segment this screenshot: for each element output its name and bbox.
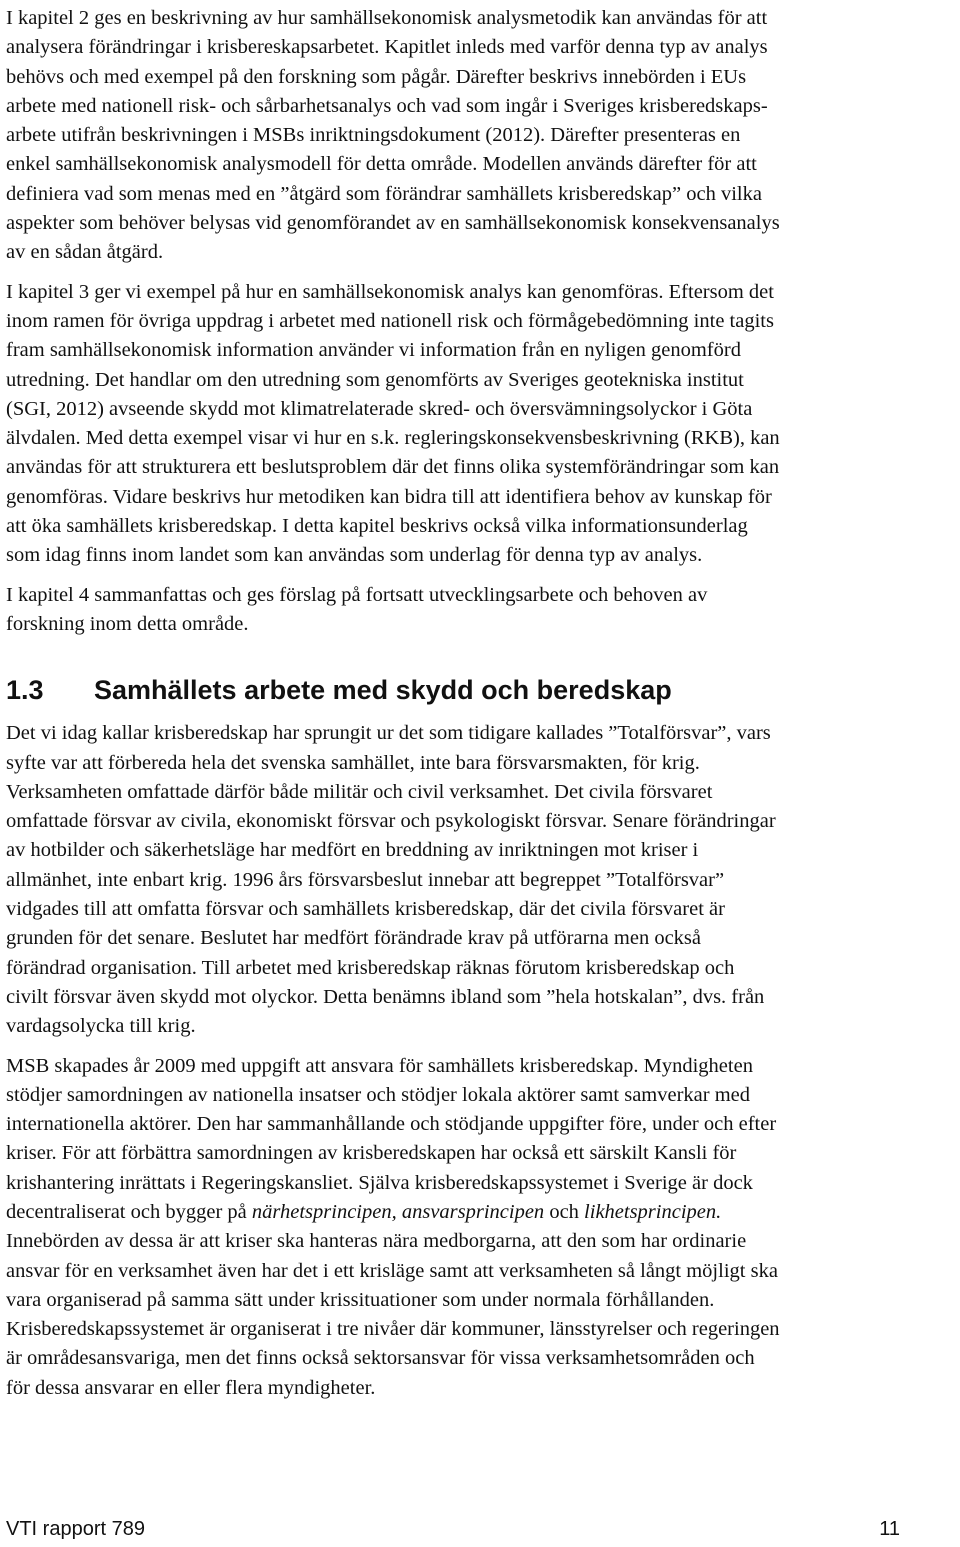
text-line: fram samhällsekonomisk information använder vi information från en nyligen genomförd	[6, 339, 741, 362]
text-line: (SGI, 2012) avseende skydd mot klimatrelaterade skred- och översvämningsolyckor i Göta	[6, 397, 753, 420]
text-line: som idag finns inom landet som kan användas som underlag för denna typ av analys.	[6, 544, 703, 567]
section-heading	[6, 673, 954, 707]
text-line: arbete med nationell risk- och sårbarhetsanalys och vad som ingår i Sveriges krisberedskaps-	[6, 94, 768, 117]
text-line: omfattade försvar av civila, ekonomiskt försvar och psykologiskt försvar. Senare förändringar	[6, 810, 776, 833]
paragraph-chapter-2	[6, 4, 954, 268]
text-line: I kapitel 2 ges en beskrivning av hur samhällsekonomisk analysmetodik kan användas för att	[6, 7, 768, 29]
text-line: Innebörden av dessa är att kriser ska hanteras nära medborgarna, att den som har ordinarie	[6, 1230, 747, 1253]
text-line: av en sådan åtgärd.	[6, 241, 164, 264]
text-line: I kapitel 4 sammanfattas och ges förslag på fortsatt utvecklingsarbete och behoven av	[6, 583, 708, 606]
text-line: arbete utifrån beskrivningen i MSBs inriktningsdokument (2012). Därefter presenteras en	[6, 124, 741, 147]
text-line: ansvar för en verksamhet även har det i ett krisläge samt att verksamheten så långt möjligt ska	[6, 1259, 778, 1282]
italic-principles: närhetsprincipen, ansvarsprincipen	[251, 1200, 545, 1223]
text-line: att öka samhällets krisberedskap. I detta kapitel beskrivs också vilka informationsunderlag	[6, 515, 748, 538]
text-line: genomföras. Vidare beskrivs hur metodiken kan bidra till att identifiera behov av kunskap för	[6, 485, 772, 508]
text-line: I kapitel 3 ger vi exempel på hur en samhällsekonomisk analys kan genomföras. Eftersom det	[6, 280, 774, 303]
text-line: enkel samhällsekonomisk analysmodell för detta område. Modellen används därefter för att	[6, 153, 757, 176]
text-line: för dessa ansvarar en eller flera myndigheter.	[6, 1376, 376, 1399]
paragraph-msb	[6, 1052, 954, 1404]
text-line: Det vi idag kallar krisberedskap har sprungit ur det som tidigare kallades ”Totalförsvar”, vars	[6, 722, 771, 745]
text-line: civilt försvar även skydd mot olyckor. Detta benämns ibland som ”hela hotskalan”, dvs. från	[6, 985, 765, 1008]
section-title: Samhällets arbete med skydd och beredskap	[94, 675, 672, 706]
text-line: allmänhet, inte enbart krig. 1996 års försvarsbeslut innebar att begreppet ”Totalförsvar”	[6, 868, 725, 891]
text-line: Krisberedskapssystemet är organiserat i tre nivåer där kommuner, länsstyrelser och regeringen	[6, 1318, 780, 1341]
text-line: inom ramen för övriga uppdrag i arbetet med nationell risk och förmågebedömning inte tagits	[6, 309, 774, 332]
section-number: 1.3	[6, 675, 44, 706]
text-line: definiera vad som menas med en ”åtgärd som förändrar samhällets krisberedskap” och vilka	[6, 182, 762, 205]
report-name: VTI rapport 789	[6, 1518, 145, 1540]
text-line: kriser. För att förbättra samordningen av krisberedskapen har också ett särskilt Kansli för	[6, 1142, 737, 1165]
text-run: och	[544, 1200, 585, 1223]
text-line: stödjer samordningen av nationella insatser och stödjer lokala aktörer samt samverkar med	[6, 1083, 751, 1106]
text-line: grunden för det senare. Beslutet har medfört förändrade krav på utförarna men också	[6, 927, 701, 950]
text-line: forskning inom detta område.	[6, 612, 249, 635]
page-number: 11	[879, 1518, 900, 1540]
text-line: internationella aktörer. Den har sammanhållande och stödjande uppgifter före, under och efter	[6, 1113, 777, 1136]
text-line: behövs och med exempel på den forskning som pågår. Därefter beskrivs innebörden i EUs	[6, 65, 747, 88]
paragraph-krisberedskap	[6, 719, 954, 1041]
paragraph-chapter-3	[6, 278, 954, 571]
document-page	[6, 0, 954, 1403]
text-line: MSB skapades år 2009 med uppgift att ansvara för samhällets krisberedskap. Myndigheten	[6, 1054, 753, 1077]
text-line: Verksamheten omfattade därför både militär och civil verksamhet. Det civila försvaret	[6, 780, 713, 803]
text-line: vardagsolycka till krig.	[6, 1015, 196, 1038]
paragraph-chapter-4	[6, 581, 954, 640]
text-line: utredning. Det handlar om den utredning som genomförts av Sveriges geotekniska institut	[6, 368, 744, 391]
text-line: aspekter som behöver belysas vid genomförandet av en samhällsekonomisk konsekvensanalys	[6, 212, 780, 235]
text-line: krishantering inrättats i Regeringskansliet. Själva krisberedskapssystemet i Sverige är dock	[6, 1171, 753, 1194]
text-line: är områdesansvariga, men det finns också sektorsansvar för vissa verksamhetsområden och	[6, 1347, 755, 1370]
text-run: decentraliserat och bygger på	[6, 1200, 252, 1223]
text-line: av hotbilder och säkerhetsläge har medfört en breddning av inriktningen mot kriser i	[6, 839, 699, 862]
italic-likhetsprincipen: likhetsprincipen.	[584, 1200, 722, 1223]
text-line-mixed	[6, 1198, 954, 1227]
text-line: vara organiserad på samma sätt under krissituationer som under normala förhållanden.	[6, 1288, 715, 1311]
text-line: syfte var att förbereda hela det svenska samhället, inte bara försvarsmakten, för krig.	[6, 751, 700, 774]
text-line: förändrad organisation. Till arbetet med krisberedskap räknas förutom krisberedskap och	[6, 956, 735, 979]
text-line: älvdalen. Med detta exempel visar vi hur en s.k. regleringskonsekvensbeskrivning (RKB), kan	[6, 427, 780, 450]
text-line: analysera förändringar i krisbereskapsarbetet. Kapitlet inleds med varför denna typ av analys	[6, 36, 768, 59]
text-line: användas för att strukturera ett beslutsproblem där det finns olika systemförändringar som kan	[6, 456, 780, 479]
text-line: vidgades till att omfatta försvar och samhällets krisberedskap, där det civila försvaret är	[6, 898, 725, 921]
